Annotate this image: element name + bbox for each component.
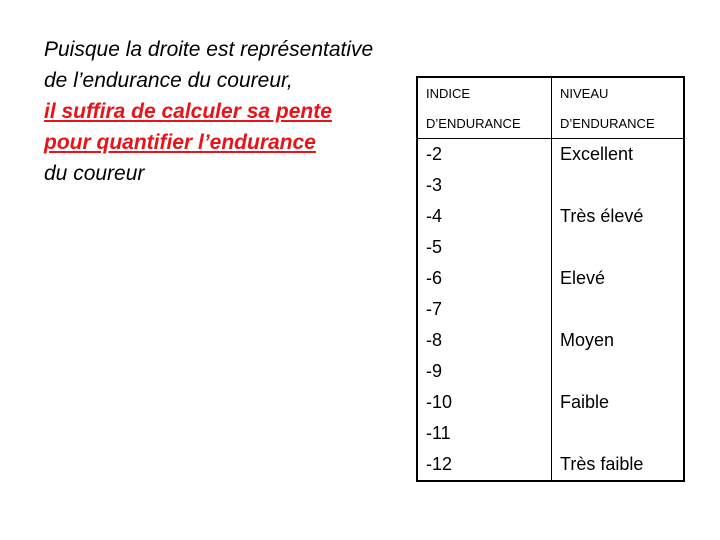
level-cell [552,170,685,201]
table-row [417,170,684,201]
level-cell: Faible [552,387,685,418]
text-line-2: de l’endurance du coureur, [44,69,293,92]
index-cell: -7 [417,294,552,325]
level-cell [552,294,685,325]
level-cell: Excellent [552,139,685,171]
table-row [417,449,684,481]
level-cell: Elevé [552,263,685,294]
explanation-text [44,34,424,189]
level-cell [552,356,685,387]
index-cell: -9 [417,356,552,387]
table-row [417,356,684,387]
table-row [417,418,684,449]
header-cell: D’ENDURANCE [417,108,552,139]
text-line-1: Puisque la droite est représentative [44,38,374,61]
index-cell: -3 [417,170,552,201]
index-cell: -5 [417,232,552,263]
text-line-3-highlight: il suffira de calculer sa pente [44,100,332,123]
header-cell: NIVEAU [552,77,685,108]
table-row [417,201,684,232]
table-row [417,139,684,171]
text-line-5: du coureur [44,162,145,185]
table-header-row [417,108,684,139]
table-row [417,387,684,418]
index-cell: -4 [417,201,552,232]
index-cell: -8 [417,325,552,356]
index-cell: -2 [417,139,552,171]
table-row [417,325,684,356]
level-cell: Très élevé [552,201,685,232]
index-cell: -11 [417,418,552,449]
level-cell [552,232,685,263]
table-row [417,263,684,294]
level-cell: Moyen [552,325,685,356]
index-cell: -10 [417,387,552,418]
endurance-table [416,76,685,482]
index-cell: -6 [417,263,552,294]
level-cell: Très faible [552,449,685,481]
table-row [417,294,684,325]
table-row [417,232,684,263]
header-cell: INDICE [417,77,552,108]
table-header-row [417,77,684,108]
index-cell: -12 [417,449,552,481]
text-line-4-highlight: pour quantifier l’endurance [44,131,316,154]
header-cell: D’ENDURANCE [552,108,685,139]
level-cell [552,418,685,449]
